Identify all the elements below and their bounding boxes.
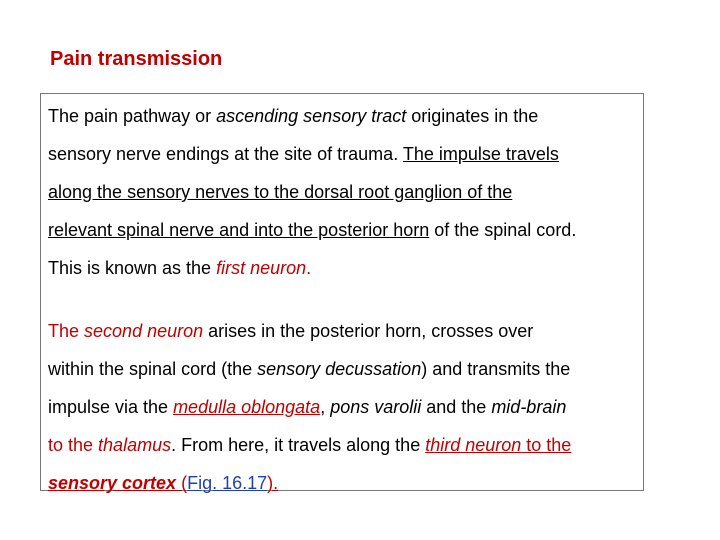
paragraph-first-neuron xyxy=(48,97,648,287)
text: The pain pathway or xyxy=(48,106,217,126)
term-sensory-cortex: sensory cortex xyxy=(48,473,177,493)
text: . xyxy=(306,258,312,278)
text: to the xyxy=(48,435,99,455)
text: ( xyxy=(176,473,188,493)
term-second-neuron: second neuron xyxy=(84,321,204,341)
text: , xyxy=(320,397,331,417)
term-sensory-decussation: sensory decussation xyxy=(257,359,422,379)
text: This is known as the xyxy=(48,258,217,278)
text: to the xyxy=(521,435,572,455)
page-title: Pain transmission xyxy=(50,48,223,70)
text-line xyxy=(48,312,648,350)
text: ). xyxy=(267,473,279,493)
figure-reference-link[interactable]: Fig. 16.17 xyxy=(187,473,268,493)
text-line xyxy=(48,249,648,287)
term-first-neuron: first neuron xyxy=(216,258,307,278)
paragraph-second-neuron xyxy=(48,312,648,502)
term-third-neuron: third neuron xyxy=(425,435,522,455)
text: The xyxy=(48,321,85,341)
term-ascending-sensory-tract: ascending sensory tract xyxy=(216,106,407,126)
text-line xyxy=(48,97,648,135)
term-medulla-oblongata: medulla oblongata xyxy=(173,397,321,417)
text-line xyxy=(48,135,648,173)
text: originates in the xyxy=(406,106,539,126)
text: impulse via the xyxy=(48,397,174,417)
underlined-text: relevant spinal nerve and into the posterior horn xyxy=(48,220,430,240)
underlined-text-line: along the sensory nerves to the dorsal root ganglion of the xyxy=(48,182,513,202)
text: of the spinal cord. xyxy=(429,220,577,240)
text: sensory nerve endings at the site of trauma. xyxy=(48,144,403,164)
text-line xyxy=(48,211,648,249)
text-line xyxy=(48,388,648,426)
text-line xyxy=(48,350,648,388)
text-line xyxy=(48,426,648,464)
text-line xyxy=(48,464,648,502)
term-mid-brain: mid-brain xyxy=(491,397,567,417)
term-thalamus: thalamus xyxy=(98,435,172,455)
text: ) and transmits the xyxy=(421,359,571,379)
underlined-text: The impulse travels xyxy=(402,144,559,164)
text: and the xyxy=(421,397,492,417)
text: arises in the posterior horn, crosses over xyxy=(203,321,534,341)
text: . From here, it travels along the xyxy=(171,435,426,455)
text: within the spinal cord (the xyxy=(48,359,258,379)
term-pons-varolii: pons varolii xyxy=(330,397,422,417)
